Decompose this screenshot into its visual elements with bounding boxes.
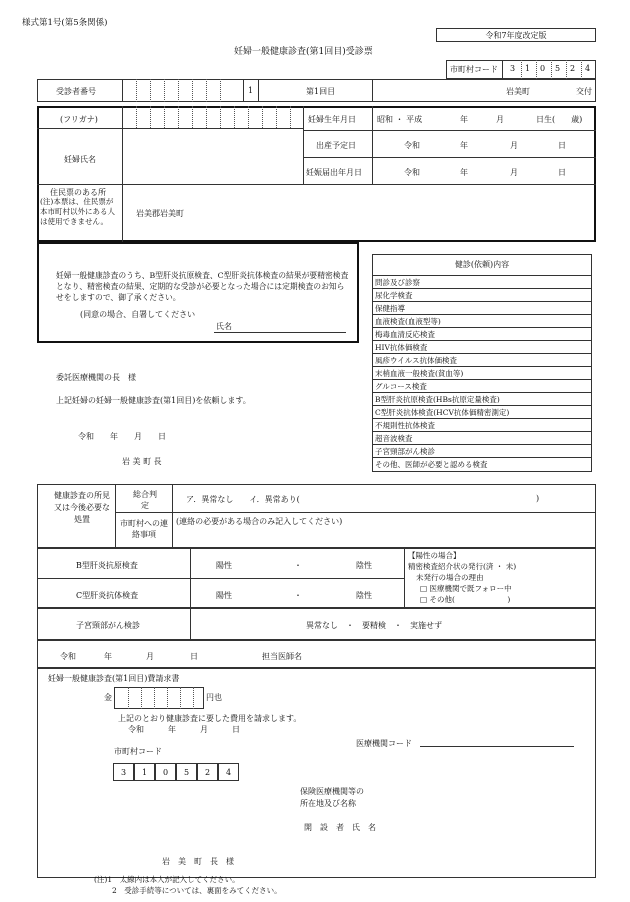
option-other[interactable]: □ その他( ) — [420, 595, 511, 604]
due-month: 月 — [510, 141, 518, 150]
invoice-mayor: 岩 美 町 長 様 — [162, 857, 234, 866]
exam-list-item: C型肝炎抗体検査(HCV抗体価精密測定) — [372, 406, 592, 419]
request-date: 令和 年 月 日 — [78, 432, 166, 441]
birth-month: 月 — [496, 115, 504, 124]
municipality-code-digit: 4 — [585, 64, 591, 73]
exam-list-item: 問診及び診察 — [372, 276, 592, 289]
yen-label: 円也 — [206, 693, 222, 702]
address-note: (注)本票は、住民票が本市町村以外にある人は使用できません。 — [40, 197, 115, 226]
hep-c-label: C型肝炎抗体検査 — [76, 591, 139, 600]
positive-case-header: 【陽性の場合】 — [408, 551, 461, 560]
exam-list-item: HIV抗体価検査 — [372, 341, 592, 354]
exam-list-item: 子宮頸部がん検診 — [372, 445, 592, 458]
birth-label: 妊婦生年月日 — [308, 115, 356, 124]
institution-code-line[interactable] — [420, 746, 574, 747]
institution-address-label-2: 所在地及び名称 — [300, 799, 356, 808]
institution-address-label: 保険医療機関等の — [300, 787, 364, 796]
municipality-code-digit: 1 — [525, 64, 531, 73]
founder-name-label: 開 設 者 氏 名 — [304, 823, 376, 832]
doctor-date-day: 日 — [190, 652, 198, 661]
note-1: (注)1 太線内は本人が記入してください。 — [94, 875, 240, 884]
address-label: 住民票のある所 — [50, 188, 106, 197]
exam-list-item: 超音波検査 — [372, 432, 592, 445]
municipality-code-digit: 3 — [510, 64, 516, 73]
option-followup[interactable]: □ 医療機関で既フォロー中 — [420, 584, 512, 593]
exam-list-item: 保健指導 — [372, 302, 592, 315]
report-day: 日 — [558, 168, 566, 177]
report-month: 月 — [510, 168, 518, 177]
referral-line: 精密検査紹介状の発行(済 ・ 未) — [408, 562, 517, 571]
invoice-code-digit: 5 — [176, 763, 197, 781]
exam-list-item: 末梢血液一般検査(貧血等) — [372, 367, 592, 380]
exam-list-header — [372, 254, 592, 276]
request-body: 上記妊婦の妊婦一般健康診査(第1回目)を依頼します。 — [56, 396, 251, 405]
doctor-row — [37, 640, 596, 668]
overall-options: ア．異常なし イ．異常あり( — [186, 495, 300, 504]
hep-b-negative: 陰性 — [356, 561, 372, 570]
issuing-town: 岩美町 — [506, 87, 530, 96]
invoice-code-digit: 3 — [113, 763, 134, 781]
name-label: 妊婦氏名 — [64, 155, 96, 164]
issue-label: 交付 — [576, 87, 592, 96]
recipient-number-label: 受診者番号 — [56, 87, 96, 96]
contact-label: 市町村への連絡事項 — [120, 519, 168, 539]
hep-b-positive: 陽性 — [216, 561, 232, 570]
institution-code-label: 医療機関コード — [356, 739, 412, 748]
exam-list-item: B型肝炎抗原検査(HBs抗原定量検査) — [372, 393, 592, 406]
due-era: 令和 — [404, 141, 420, 150]
doctor-date-year: 年 — [104, 652, 112, 661]
revision-badge — [436, 28, 596, 42]
birth-year: 年 — [460, 115, 468, 124]
overall-close-paren: ) — [536, 494, 540, 503]
invoice-code-digit: 2 — [197, 763, 218, 781]
request-addressee: 委託医療機関の長 様 — [56, 373, 136, 382]
doctor-name-label: 担当医師名 — [262, 652, 302, 661]
doctor-date-era: 令和 — [60, 652, 76, 661]
invoice-code-digit: 4 — [218, 763, 239, 781]
report-year: 年 — [460, 168, 468, 177]
exam-list-item: 風疹ウイルス抗体価検査 — [372, 354, 592, 367]
exam-list-item: グルコース検査 — [372, 380, 592, 393]
amount-label: 金 — [104, 693, 112, 702]
invoice-code-digit: 1 — [134, 763, 155, 781]
exam-list-item: 梅毒血清反応検査 — [372, 328, 592, 341]
exam-list-item: 不規則性抗体検査 — [372, 419, 592, 432]
due-day: 日 — [558, 141, 566, 150]
hep-b-dot: ・ — [294, 561, 302, 570]
report-date-label: 妊娠届出年月日 — [306, 168, 362, 177]
consent-name-label: 氏名 — [216, 322, 232, 331]
exam-list-item: その他、医師が必要と認める検査 — [375, 460, 488, 469]
visit-label: 第1回目 — [306, 87, 336, 96]
hep-c-dot: ・ — [294, 591, 302, 600]
municipality-code-digit: 5 — [555, 64, 561, 73]
request-mayor: 岩 美 町 長 — [122, 457, 162, 466]
form-number: 様式第1号(第5条関係) — [22, 18, 108, 28]
furigana-label: (フリガナ) — [60, 115, 98, 124]
invoice-title: 妊婦一般健康診査(第1回目)費請求書 — [48, 674, 180, 683]
hep-c-negative: 陰性 — [356, 591, 372, 600]
municipality-code-digit: 2 — [570, 64, 576, 73]
birth-day-age: 日生( 歳) — [536, 115, 583, 124]
birth-era: 昭和 ・ 平成 — [377, 115, 423, 124]
address-value: 岩美郡岩美町 — [136, 209, 184, 218]
invoice-date: 令和 年 月 日 — [128, 725, 240, 734]
recipient-sequence: 1 — [248, 86, 254, 95]
report-era: 令和 — [404, 168, 420, 177]
revision-text: 令和7年度改定版 — [485, 30, 547, 40]
due-year: 年 — [460, 141, 468, 150]
contact-note: (連絡の必要がある場合のみ記入してください) — [176, 517, 343, 526]
consent-signature-note: (同意の場合、自署してください — [80, 310, 196, 319]
hep-c-positive: 陽性 — [216, 591, 232, 600]
consent-signature-line — [214, 332, 346, 333]
municipality-code-label: 市町村コード — [450, 65, 498, 74]
exam-list-item: 血液検査(血液型等) — [372, 315, 592, 328]
hep-b-label: B型肝炎抗原検査 — [76, 561, 138, 570]
findings-label: 健康診査の所見又は今後必要な処置 — [54, 491, 110, 524]
due-date-label: 出産予定日 — [316, 141, 356, 150]
cervical-label: 子宮頸部がん検診 — [76, 621, 140, 630]
note-2: 2 受診手続等については、裏面をみてください。 — [112, 886, 282, 895]
overall-judgement-label: 総合判定 — [133, 490, 157, 510]
invoice-code-digit: 0 — [155, 763, 176, 781]
consent-text: 妊婦一般健康診査のうち、B型肝炎抗原検査、C型肝炎抗体検査の結果が要精密検査となり、精密検査の結果、定期的な受診が必要となった場合には定期検査のお知らせをしますので、御了承ください。 — [56, 271, 349, 302]
page-title: 妊婦一般健康診査(第1回目)受診票 — [234, 47, 373, 57]
invoice-request-text: 上記のとおり健康診査に要した費用を請求します。 — [118, 714, 302, 723]
municipality-code-digit: 0 — [540, 64, 546, 73]
exam-list-item: 尿化学検査 — [372, 289, 592, 302]
exam-list-header-text: 健診(依頼)内容 — [454, 260, 510, 269]
invoice-municipality-code-label: 市町村コード — [114, 747, 162, 756]
doctor-date-month: 月 — [146, 652, 154, 661]
not-issued-line: 未発行の場合の理由 — [416, 573, 484, 582]
cervical-options: 異常なし ・ 要精検 ・ 実施せず — [306, 621, 442, 630]
